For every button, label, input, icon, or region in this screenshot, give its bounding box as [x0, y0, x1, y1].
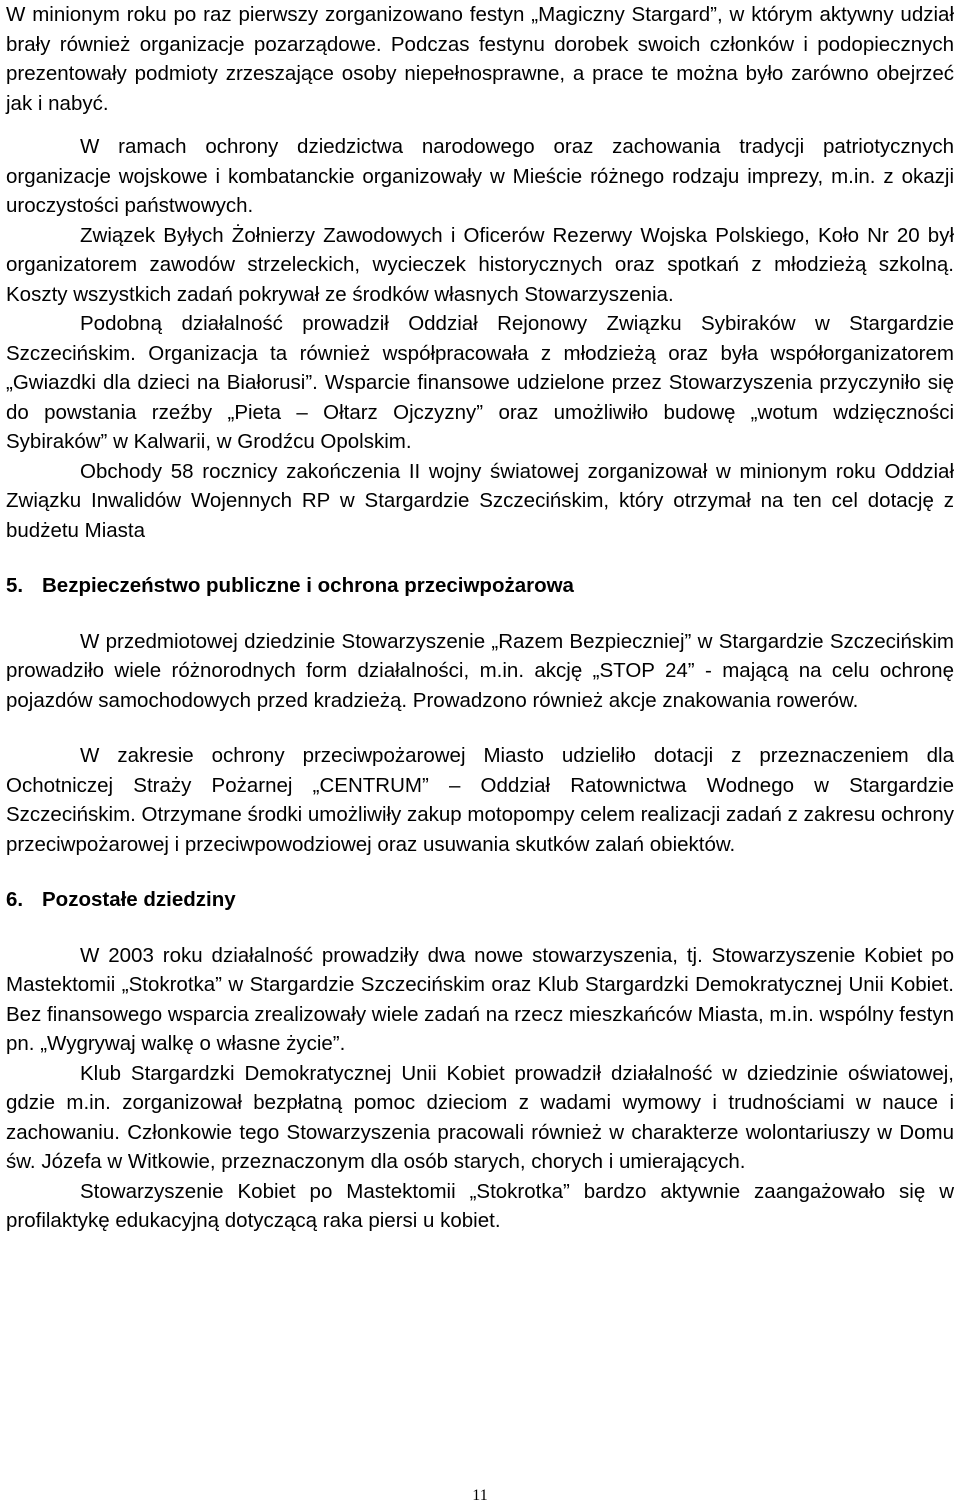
page-number: 11 [472, 1487, 488, 1504]
section-5-number: 5. [6, 574, 24, 597]
paragraph-razem-bezpieczniej: W przedmiotowej dziedzinie Stowarzyszenie „Razem Bezpieczniej” w Stargardzie Szczecińskim prowadziło wiele różnorodnych form działalności, m.in. akcję „STOP 24” - mającą na celu ochronę pojazdów samochodowych przed kradzieżą. Prowadzono również akcje znakowania rowerów. [6, 629, 954, 712]
section-6-title: Pozostałe dziedziny [42, 888, 236, 911]
paragraph-stokrotka: Stowarzyszenie Kobiet po Mastektomii „Stokrotka” bardzo aktywnie zaangażowało się w profilaktykę edukacyjną dotyczącą raka piersi u kobiet. [6, 1179, 954, 1232]
paragraph-klub-duk: Klub Stargardzki Demokratycznej Unii Kobiet prowadził działalność w dziedzinie oświatowej, gdzie m.in. zorganizował bezpłatną pomoc dzieciom z wadami wymowy i trudnościami w nauce i zachowaniu. Członkowie tego Stowarzyszenia pracowali również w charakterze wolontariuszy w Domu św. Józefa w Witkowie, przeznaczonym dla osób starych, chorych i umierających. [6, 1061, 954, 1173]
section-6-heading [6, 885, 954, 915]
paragraph-zwiazek-zolnierzy: Związek Byłych Żołnierzy Zawodowych i Oficerów Rezerwy Wojska Polskiego, Koło Nr 20 był organizatorem zawodów strzeleckich, wycieczek historycznych oraz spotkań z młodzieżą szkolną. Koszty wszystkich zadań pokrywał ze środków własnych Stowarzyszenia. [6, 223, 954, 306]
paragraph-festyn: W minionym roku po raz pierwszy zorganizowano festyn „Magiczny Stargard”, w którym aktywny udział brały również organizacje pozarządowe. Podczas festynu dorobek swoich członków i podopiecznych prezentowały podmioty zrzeszające osoby niepełnosprawne, a prace te można było zarówno obejrzeć jak i nabyć. [6, 3, 954, 115]
document-page [6, 0, 954, 1509]
section-5-heading [6, 571, 954, 601]
section-5-title: Bezpieczeństwo publiczne i ochrona przeciwpożarowa [42, 574, 574, 597]
paragraph-ochrona-ppoz: W zakresie ochrony przeciwpożarowej Miasto udzieliło dotacji z przeznaczeniem dla Ochotniczej Straży Pożarnej „CENTRUM” – Oddział Ratownictwa Wodnego w Stargardzie Szczecińskim. Otrzymane środki umożliwiły zakup motopompy celem realizacji zadań z zakresu ochrony przeciwpożarowej i przeciwpowodziowej oraz usuwania skutków zalań obiektów. [6, 744, 954, 856]
paragraph-dziedzictwo: W ramach ochrony dziedzictwa narodowego oraz zachowania tradycji patriotycznych organizacje wojskowe i kombatanckie organizowały w Mieście różnego rodzaju imprezy, m.in. z okazji uroczystości państwowych. [6, 135, 954, 217]
section-6-number: 6. [6, 888, 24, 911]
paragraph-obchody: Obchody 58 rocznicy zakończenia II wojny światowej zorganizował w minionym roku Oddział Związku Inwalidów Wojennych RP w Stargardzie Szczecińskim, który otrzymał na ten cel dotację z budżetu Miasta [6, 459, 954, 542]
paragraph-sybiracy: Podobną działalność prowadził Oddział Rejonowy Związku Sybiraków w Stargardzie Szczecińskim. Organizacja ta również współpracowała z młodzieżą oraz była współorganizatorem „Gwiazdki dla dzieci na Białorusi”. Wsparcie finansowe udzielone przez Stowarzyszenia przyczyniło się do powstania rzeźby „Pieta – Ołtarz Ojczyzny” oraz umożliwiło budowę „wotum wdzięczności Sybiraków” w Kalwarii, w Grodźcu Opolskim. [6, 312, 954, 453]
paragraph-nowe-stowarzyszenia: W 2003 roku działalność prowadziły dwa nowe stowarzyszenia, tj. Stowarzyszenie Kobiet po Mastektomii „Stokrotka” w Stargardzie Szczecińskim oraz Klub Stargardzki Demokratycznej Unii Kobiet. Bez finansowego wsparcia zrealizowały wiele zadań na rzecz mieszkańców Miasta, m.in. wspólny festyn pn. „Wygrywaj walkę o własne życie”. [6, 943, 954, 1055]
